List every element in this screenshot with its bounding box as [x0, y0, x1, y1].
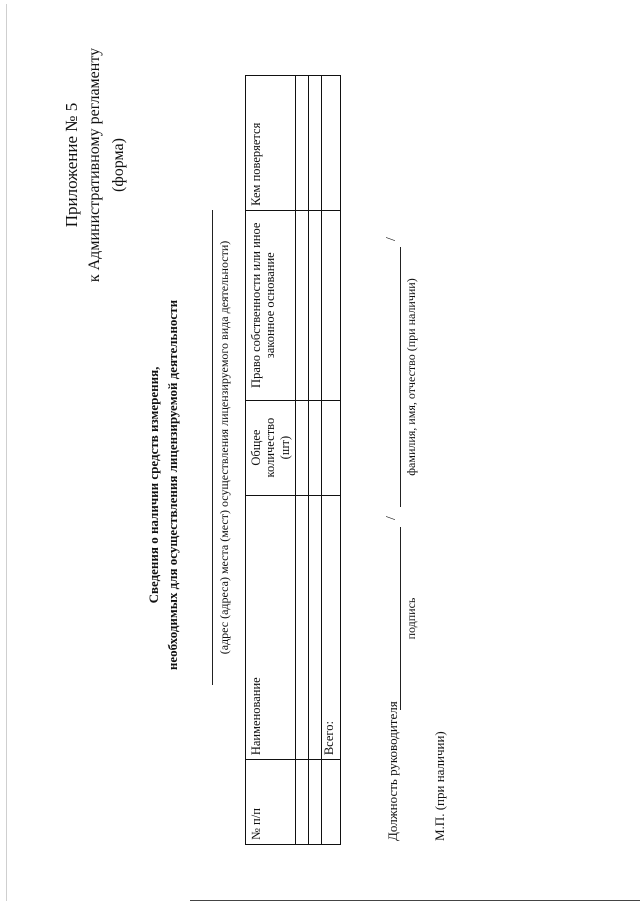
signature-line: [400, 527, 401, 710]
signature-slash: /: [384, 516, 399, 520]
name-caption: фамилия, имя, отчество (при наличии): [404, 278, 418, 476]
document-title-line2: необходимых для осуществления лицензируемой деятельности: [165, 299, 180, 671]
header-ownership: Право собственности или иное законное основание: [246, 210, 296, 400]
address-line: [212, 210, 213, 685]
table-total-row: [322, 76, 340, 845]
measurement-table: [245, 75, 341, 845]
header-verifier: Кем поверяется: [246, 76, 296, 211]
appendix-subtitle: к Административному регламенту: [86, 47, 103, 283]
table-row: [309, 76, 322, 845]
address-caption: (адрес (адреса) места (мест) осуществления лицензируемого вида деятельности): [217, 240, 231, 655]
total-label: Всего:: [322, 495, 340, 760]
table-header-row: [246, 76, 296, 845]
appendix-form-label: (форма): [110, 138, 127, 192]
signature-caption: подпись: [404, 597, 418, 640]
header-quantity: Общее количество (шт): [246, 400, 296, 495]
header-number: № п/п: [246, 760, 296, 845]
table-row: [296, 76, 309, 845]
name-slash: /: [384, 237, 399, 241]
stamp-label: М.П. (при наличии): [432, 731, 447, 841]
appendix-title: Приложение № 5: [62, 102, 81, 228]
name-line: [400, 247, 401, 507]
document-title-line1: Сведения о наличии средств измерения,: [146, 366, 161, 604]
position-label: Должность руководителя: [385, 701, 400, 841]
header-name: Наименование: [246, 495, 296, 760]
